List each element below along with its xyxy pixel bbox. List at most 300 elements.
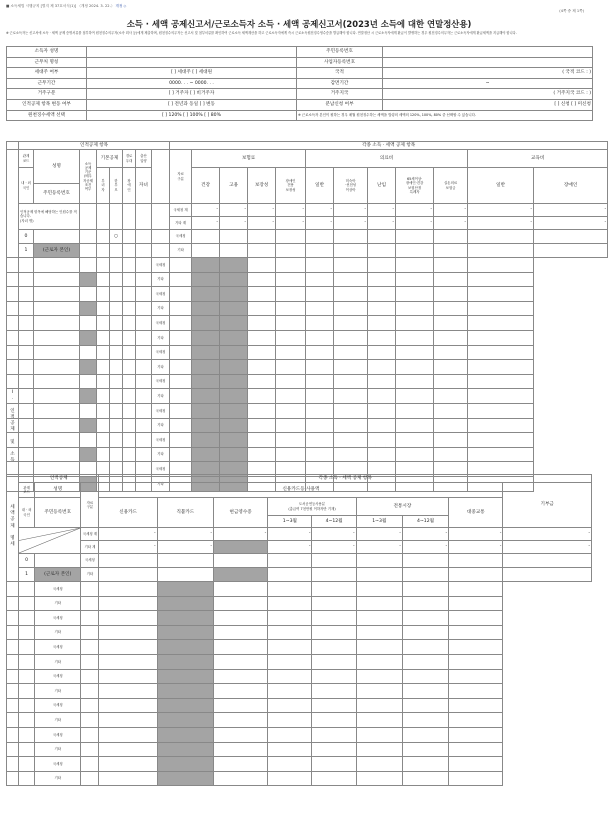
entry-cell[interactable] <box>468 258 534 273</box>
entry-cell[interactable] <box>220 433 248 448</box>
entry-cell[interactable] <box>19 684 35 699</box>
entry-cell[interactable] <box>99 742 157 757</box>
entry-cell[interactable] <box>19 698 35 713</box>
entry-cell[interactable] <box>402 669 448 684</box>
entry-cell[interactable] <box>368 258 396 273</box>
entry-cell[interactable] <box>368 389 396 404</box>
entry-cell[interactable] <box>356 771 402 786</box>
entry-cell[interactable] <box>396 360 434 375</box>
entry-cell[interactable] <box>80 345 97 360</box>
entry-cell[interactable] <box>99 757 157 772</box>
entry-cell[interactable] <box>157 596 213 611</box>
entry-cell[interactable] <box>306 287 334 302</box>
entry-cell[interactable] <box>434 447 468 462</box>
entry-cell[interactable] <box>312 625 356 640</box>
entry-cell[interactable] <box>19 374 34 389</box>
entry-cell[interactable] <box>214 698 268 713</box>
entry-cell[interactable] <box>7 625 19 640</box>
entry-cell[interactable] <box>396 287 434 302</box>
entry-cell[interactable] <box>19 625 35 640</box>
entry-cell[interactable] <box>306 360 334 375</box>
entry-cell[interactable] <box>356 742 402 757</box>
entry-cell[interactable] <box>396 316 434 331</box>
entry-cell[interactable] <box>434 433 468 448</box>
entry-cell[interactable] <box>268 596 312 611</box>
entry-cell[interactable] <box>81 625 99 640</box>
entry-cell[interactable] <box>268 771 312 786</box>
entry-cell[interactable] <box>276 447 306 462</box>
entry-cell[interactable] <box>170 374 192 389</box>
entry-cell[interactable] <box>276 345 306 360</box>
entry-cell[interactable] <box>248 374 276 389</box>
entry-cell[interactable] <box>192 316 220 331</box>
entry-cell[interactable] <box>306 345 334 360</box>
entry-cell[interactable] <box>334 374 368 389</box>
entry-cell[interactable] <box>268 669 312 684</box>
entry-cell[interactable] <box>34 433 80 448</box>
entry-cell[interactable] <box>81 771 99 786</box>
entry-cell[interactable] <box>99 713 157 728</box>
entry-cell[interactable] <box>97 287 110 302</box>
entry-cell[interactable] <box>214 713 268 728</box>
entry-cell[interactable] <box>276 389 306 404</box>
entry-cell[interactable] <box>192 433 220 448</box>
entry-cell[interactable] <box>7 360 19 375</box>
entry-cell[interactable] <box>80 301 97 316</box>
entry-cell[interactable] <box>7 611 19 626</box>
entry-cell[interactable] <box>220 272 248 287</box>
entry-cell[interactable] <box>19 727 35 742</box>
entry-cell[interactable] <box>192 272 220 287</box>
entry-cell[interactable] <box>248 258 276 273</box>
entry-cell[interactable] <box>7 389 19 404</box>
entry-cell[interactable] <box>80 330 97 345</box>
entry-cell[interactable] <box>312 669 356 684</box>
entry-cell[interactable] <box>7 418 19 433</box>
entry-cell[interactable] <box>449 669 503 684</box>
entry-cell[interactable] <box>81 611 99 626</box>
entry-cell[interactable] <box>356 727 402 742</box>
entry-cell[interactable] <box>7 345 19 360</box>
entry-cell[interactable] <box>192 301 220 316</box>
entry-cell[interactable] <box>34 301 80 316</box>
entry-cell[interactable] <box>81 757 99 772</box>
entry-cell[interactable] <box>220 447 248 462</box>
entry-cell[interactable] <box>110 316 123 331</box>
entry-cell[interactable] <box>468 403 534 418</box>
entry-cell[interactable] <box>312 596 356 611</box>
entry-cell[interactable] <box>81 640 99 655</box>
entry-cell[interactable] <box>123 287 136 302</box>
entry-cell[interactable] <box>434 287 468 302</box>
residency-options[interactable]: [ ] 거주자 [ ] 비거주자 <box>87 89 297 100</box>
entry-cell[interactable] <box>81 742 99 757</box>
entry-cell[interactable] <box>248 447 276 462</box>
entry-cell[interactable] <box>306 374 334 389</box>
entry-cell[interactable] <box>7 287 19 302</box>
entry-cell[interactable] <box>136 287 152 302</box>
entry-cell[interactable] <box>19 596 35 611</box>
entry-cell[interactable] <box>434 330 468 345</box>
entry-cell[interactable] <box>157 654 213 669</box>
entry-cell[interactable] <box>276 374 306 389</box>
entry-cell[interactable] <box>434 316 468 331</box>
entry-cell[interactable] <box>334 301 368 316</box>
entry-cell[interactable] <box>368 374 396 389</box>
entry-cell[interactable] <box>123 301 136 316</box>
entry-cell[interactable] <box>276 316 306 331</box>
entry-cell[interactable] <box>402 713 448 728</box>
entry-cell[interactable] <box>7 374 19 389</box>
entry-cell[interactable] <box>192 418 220 433</box>
entry-cell[interactable] <box>368 287 396 302</box>
entry-cell[interactable] <box>220 316 248 331</box>
entry-cell[interactable] <box>81 698 99 713</box>
change-options[interactable]: [ ] 전년과 동일 [ ] 변동 <box>87 99 297 110</box>
householder-options[interactable]: [ ] 세대주 [ ] 세대원 <box>87 68 297 79</box>
entry-cell[interactable] <box>468 374 534 389</box>
entry-cell[interactable] <box>34 330 80 345</box>
entry-cell[interactable] <box>110 374 123 389</box>
entry-cell[interactable] <box>34 403 80 418</box>
entry-cell[interactable] <box>136 258 152 273</box>
entry-cell[interactable] <box>157 771 213 786</box>
entry-cell[interactable] <box>7 447 19 462</box>
entry-cell[interactable] <box>80 418 97 433</box>
entry-cell[interactable] <box>80 287 97 302</box>
entry-cell[interactable] <box>396 301 434 316</box>
entry-cell[interactable] <box>136 374 152 389</box>
entry-cell[interactable] <box>268 742 312 757</box>
entry-cell[interactable] <box>19 742 35 757</box>
entry-cell[interactable] <box>123 433 136 448</box>
entry-cell[interactable] <box>19 433 34 448</box>
entry-cell[interactable] <box>306 316 334 331</box>
entry-cell[interactable] <box>157 640 213 655</box>
entry-cell[interactable] <box>306 301 334 316</box>
entry-cell[interactable] <box>334 258 368 273</box>
entry-cell[interactable] <box>449 742 503 757</box>
entry-cell[interactable] <box>123 389 136 404</box>
entry-cell[interactable] <box>402 684 448 699</box>
entry-cell[interactable] <box>192 403 220 418</box>
entry-cell[interactable] <box>7 654 19 669</box>
entry-cell[interactable] <box>19 757 35 772</box>
entry-cell[interactable] <box>468 272 534 287</box>
entry-cell[interactable] <box>7 596 19 611</box>
entry-cell[interactable] <box>136 403 152 418</box>
entry-cell[interactable] <box>157 582 213 597</box>
entry-cell[interactable] <box>449 582 503 597</box>
entry-cell[interactable] <box>306 418 334 433</box>
entry-cell[interactable] <box>123 374 136 389</box>
entry-cell[interactable] <box>81 582 99 597</box>
nationality-code-field[interactable]: ( 국적 코드 : ) <box>383 68 593 79</box>
entry-cell[interactable] <box>402 742 448 757</box>
entry-cell[interactable] <box>220 403 248 418</box>
entry-cell[interactable] <box>214 625 268 640</box>
entry-cell[interactable] <box>334 403 368 418</box>
entry-cell[interactable] <box>214 654 268 669</box>
entry-cell[interactable] <box>19 771 35 786</box>
entry-cell[interactable] <box>34 389 80 404</box>
entry-cell[interactable] <box>214 669 268 684</box>
entry-cell[interactable] <box>7 771 19 786</box>
entry-cell[interactable] <box>276 287 306 302</box>
entry-cell[interactable] <box>170 418 192 433</box>
entry-cell[interactable] <box>81 684 99 699</box>
entry-cell[interactable] <box>449 684 503 699</box>
entry-cell[interactable] <box>248 287 276 302</box>
entry-cell[interactable] <box>356 582 402 597</box>
entry-cell[interactable] <box>449 713 503 728</box>
entry-cell[interactable] <box>110 403 123 418</box>
entry-cell[interactable] <box>334 287 368 302</box>
entry-cell[interactable] <box>34 272 80 287</box>
entry-cell[interactable] <box>268 654 312 669</box>
entry-cell[interactable] <box>434 272 468 287</box>
entry-cell[interactable] <box>80 360 97 375</box>
entry-cell[interactable] <box>136 330 152 345</box>
entry-cell[interactable] <box>7 684 19 699</box>
entry-cell[interactable] <box>19 360 34 375</box>
entry-cell[interactable] <box>396 330 434 345</box>
entry-cell[interactable] <box>7 301 19 316</box>
entry-cell[interactable] <box>248 301 276 316</box>
entry-cell[interactable] <box>356 713 402 728</box>
entry-cell[interactable] <box>396 374 434 389</box>
entry-cell[interactable] <box>468 287 534 302</box>
entry-cell[interactable] <box>214 596 268 611</box>
entry-cell[interactable] <box>170 301 192 316</box>
entry-cell[interactable] <box>80 447 97 462</box>
entry-cell[interactable] <box>99 698 157 713</box>
entry-cell[interactable] <box>214 757 268 772</box>
entry-cell[interactable] <box>402 698 448 713</box>
entry-cell[interactable] <box>97 258 110 273</box>
entry-cell[interactable] <box>468 360 534 375</box>
entry-cell[interactable] <box>34 316 80 331</box>
entry-cell[interactable] <box>80 374 97 389</box>
entry-cell[interactable] <box>97 389 110 404</box>
entry-cell[interactable] <box>110 447 123 462</box>
entry-cell[interactable] <box>449 771 503 786</box>
entry-cell[interactable] <box>368 360 396 375</box>
entry-cell[interactable] <box>34 345 80 360</box>
entry-cell[interactable] <box>268 713 312 728</box>
entry-cell[interactable] <box>19 403 34 418</box>
entry-cell[interactable] <box>136 389 152 404</box>
entry-cell[interactable] <box>80 389 97 404</box>
entry-cell[interactable] <box>334 330 368 345</box>
entry-cell[interactable] <box>220 374 248 389</box>
entry-cell[interactable] <box>468 418 534 433</box>
entry-cell[interactable] <box>19 287 34 302</box>
entry-cell[interactable] <box>368 345 396 360</box>
entry-cell[interactable] <box>312 742 356 757</box>
entry-cell[interactable] <box>192 345 220 360</box>
entry-cell[interactable] <box>34 258 80 273</box>
entry-cell[interactable] <box>449 625 503 640</box>
entry-cell[interactable] <box>97 418 110 433</box>
entry-cell[interactable] <box>334 272 368 287</box>
entry-cell[interactable] <box>192 374 220 389</box>
entry-cell[interactable] <box>220 330 248 345</box>
entry-cell[interactable] <box>396 258 434 273</box>
entry-cell[interactable] <box>110 287 123 302</box>
entry-cell[interactable] <box>248 316 276 331</box>
entry-cell[interactable] <box>268 727 312 742</box>
entry-cell[interactable] <box>81 713 99 728</box>
entry-cell[interactable] <box>449 654 503 669</box>
entry-cell[interactable] <box>312 771 356 786</box>
entry-cell[interactable] <box>7 727 19 742</box>
entry-cell[interactable] <box>468 301 534 316</box>
entry-cell[interactable] <box>248 433 276 448</box>
entry-cell[interactable] <box>110 272 123 287</box>
entry-cell[interactable] <box>248 330 276 345</box>
entry-cell[interactable] <box>268 611 312 626</box>
entry-cell[interactable] <box>276 433 306 448</box>
reduction-field[interactable]: ~ <box>383 78 593 89</box>
entry-cell[interactable] <box>19 316 34 331</box>
entry-cell[interactable] <box>356 684 402 699</box>
entry-cell[interactable] <box>214 582 268 597</box>
entry-cell[interactable] <box>402 611 448 626</box>
entry-cell[interactable] <box>468 330 534 345</box>
entry-cell[interactable] <box>402 625 448 640</box>
entry-cell[interactable] <box>19 418 34 433</box>
entry-cell[interactable] <box>268 684 312 699</box>
entry-cell[interactable] <box>396 447 434 462</box>
entry-cell[interactable] <box>449 757 503 772</box>
entry-cell[interactable] <box>334 345 368 360</box>
entry-cell[interactable] <box>356 654 402 669</box>
entry-cell[interactable] <box>312 698 356 713</box>
entry-cell[interactable] <box>110 258 123 273</box>
entry-cell[interactable] <box>170 345 192 360</box>
entry-cell[interactable] <box>170 316 192 331</box>
entry-cell[interactable] <box>312 582 356 597</box>
entry-cell[interactable] <box>396 272 434 287</box>
entry-cell[interactable] <box>97 360 110 375</box>
entry-cell[interactable] <box>123 316 136 331</box>
entry-cell[interactable] <box>19 447 34 462</box>
entry-cell[interactable] <box>19 611 35 626</box>
entry-cell[interactable] <box>449 640 503 655</box>
entry-cell[interactable] <box>97 403 110 418</box>
entry-cell[interactable] <box>19 272 34 287</box>
entry-cell[interactable] <box>434 301 468 316</box>
entry-cell[interactable] <box>468 345 534 360</box>
entry-cell[interactable] <box>214 611 268 626</box>
entry-cell[interactable] <box>7 582 19 597</box>
entry-cell[interactable] <box>19 654 35 669</box>
entry-cell[interactable] <box>81 596 99 611</box>
entry-cell[interactable] <box>192 389 220 404</box>
entry-cell[interactable] <box>434 418 468 433</box>
entry-cell[interactable] <box>306 447 334 462</box>
entry-cell[interactable] <box>34 418 80 433</box>
entry-cell[interactable] <box>7 258 19 273</box>
entry-cell[interactable] <box>34 447 80 462</box>
entry-cell[interactable] <box>157 684 213 699</box>
entry-cell[interactable] <box>81 727 99 742</box>
entry-cell[interactable] <box>7 272 19 287</box>
entry-cell[interactable] <box>19 713 35 728</box>
entry-cell[interactable] <box>248 403 276 418</box>
entry-cell[interactable] <box>220 418 248 433</box>
entry-cell[interactable] <box>334 316 368 331</box>
entry-cell[interactable] <box>356 596 402 611</box>
entry-cell[interactable] <box>402 654 448 669</box>
entry-cell[interactable] <box>276 403 306 418</box>
entry-cell[interactable] <box>157 625 213 640</box>
entry-cell[interactable] <box>157 669 213 684</box>
entry-cell[interactable] <box>7 316 19 331</box>
entry-cell[interactable] <box>123 272 136 287</box>
entry-cell[interactable] <box>192 330 220 345</box>
entry-cell[interactable] <box>99 771 157 786</box>
entry-cell[interactable] <box>356 669 402 684</box>
entry-cell[interactable] <box>434 374 468 389</box>
entry-cell[interactable] <box>7 330 19 345</box>
entry-cell[interactable] <box>123 418 136 433</box>
entry-cell[interactable] <box>170 360 192 375</box>
entry-cell[interactable] <box>170 447 192 462</box>
entry-cell[interactable] <box>157 713 213 728</box>
entry-cell[interactable] <box>19 640 35 655</box>
entry-cell[interactable] <box>368 272 396 287</box>
entry-cell[interactable] <box>402 640 448 655</box>
entry-cell[interactable] <box>157 742 213 757</box>
entry-cell[interactable] <box>214 742 268 757</box>
entry-cell[interactable] <box>19 330 34 345</box>
entry-cell[interactable] <box>80 258 97 273</box>
entry-cell[interactable] <box>220 360 248 375</box>
company-field[interactable] <box>87 57 297 68</box>
entry-cell[interactable] <box>220 301 248 316</box>
entry-cell[interactable] <box>396 403 434 418</box>
entry-cell[interactable] <box>356 625 402 640</box>
entry-cell[interactable] <box>334 360 368 375</box>
entry-cell[interactable] <box>434 258 468 273</box>
entry-cell[interactable] <box>334 389 368 404</box>
name-field[interactable] <box>87 47 297 58</box>
entry-cell[interactable] <box>306 258 334 273</box>
entry-cell[interactable] <box>99 596 157 611</box>
entry-cell[interactable] <box>170 287 192 302</box>
entry-cell[interactable] <box>157 727 213 742</box>
entry-cell[interactable] <box>19 582 35 597</box>
entry-cell[interactable] <box>99 625 157 640</box>
entry-cell[interactable] <box>449 727 503 742</box>
entry-cell[interactable] <box>434 360 468 375</box>
entry-cell[interactable] <box>334 418 368 433</box>
entry-cell[interactable] <box>123 330 136 345</box>
entry-cell[interactable] <box>97 330 110 345</box>
entry-cell[interactable] <box>81 669 99 684</box>
entry-cell[interactable] <box>334 447 368 462</box>
entry-cell[interactable] <box>220 389 248 404</box>
entry-cell[interactable] <box>123 403 136 418</box>
entry-cell[interactable] <box>136 360 152 375</box>
entry-cell[interactable] <box>356 640 402 655</box>
entry-cell[interactable] <box>276 258 306 273</box>
entry-cell[interactable] <box>220 345 248 360</box>
entry-cell[interactable] <box>248 418 276 433</box>
entry-cell[interactable] <box>7 713 19 728</box>
